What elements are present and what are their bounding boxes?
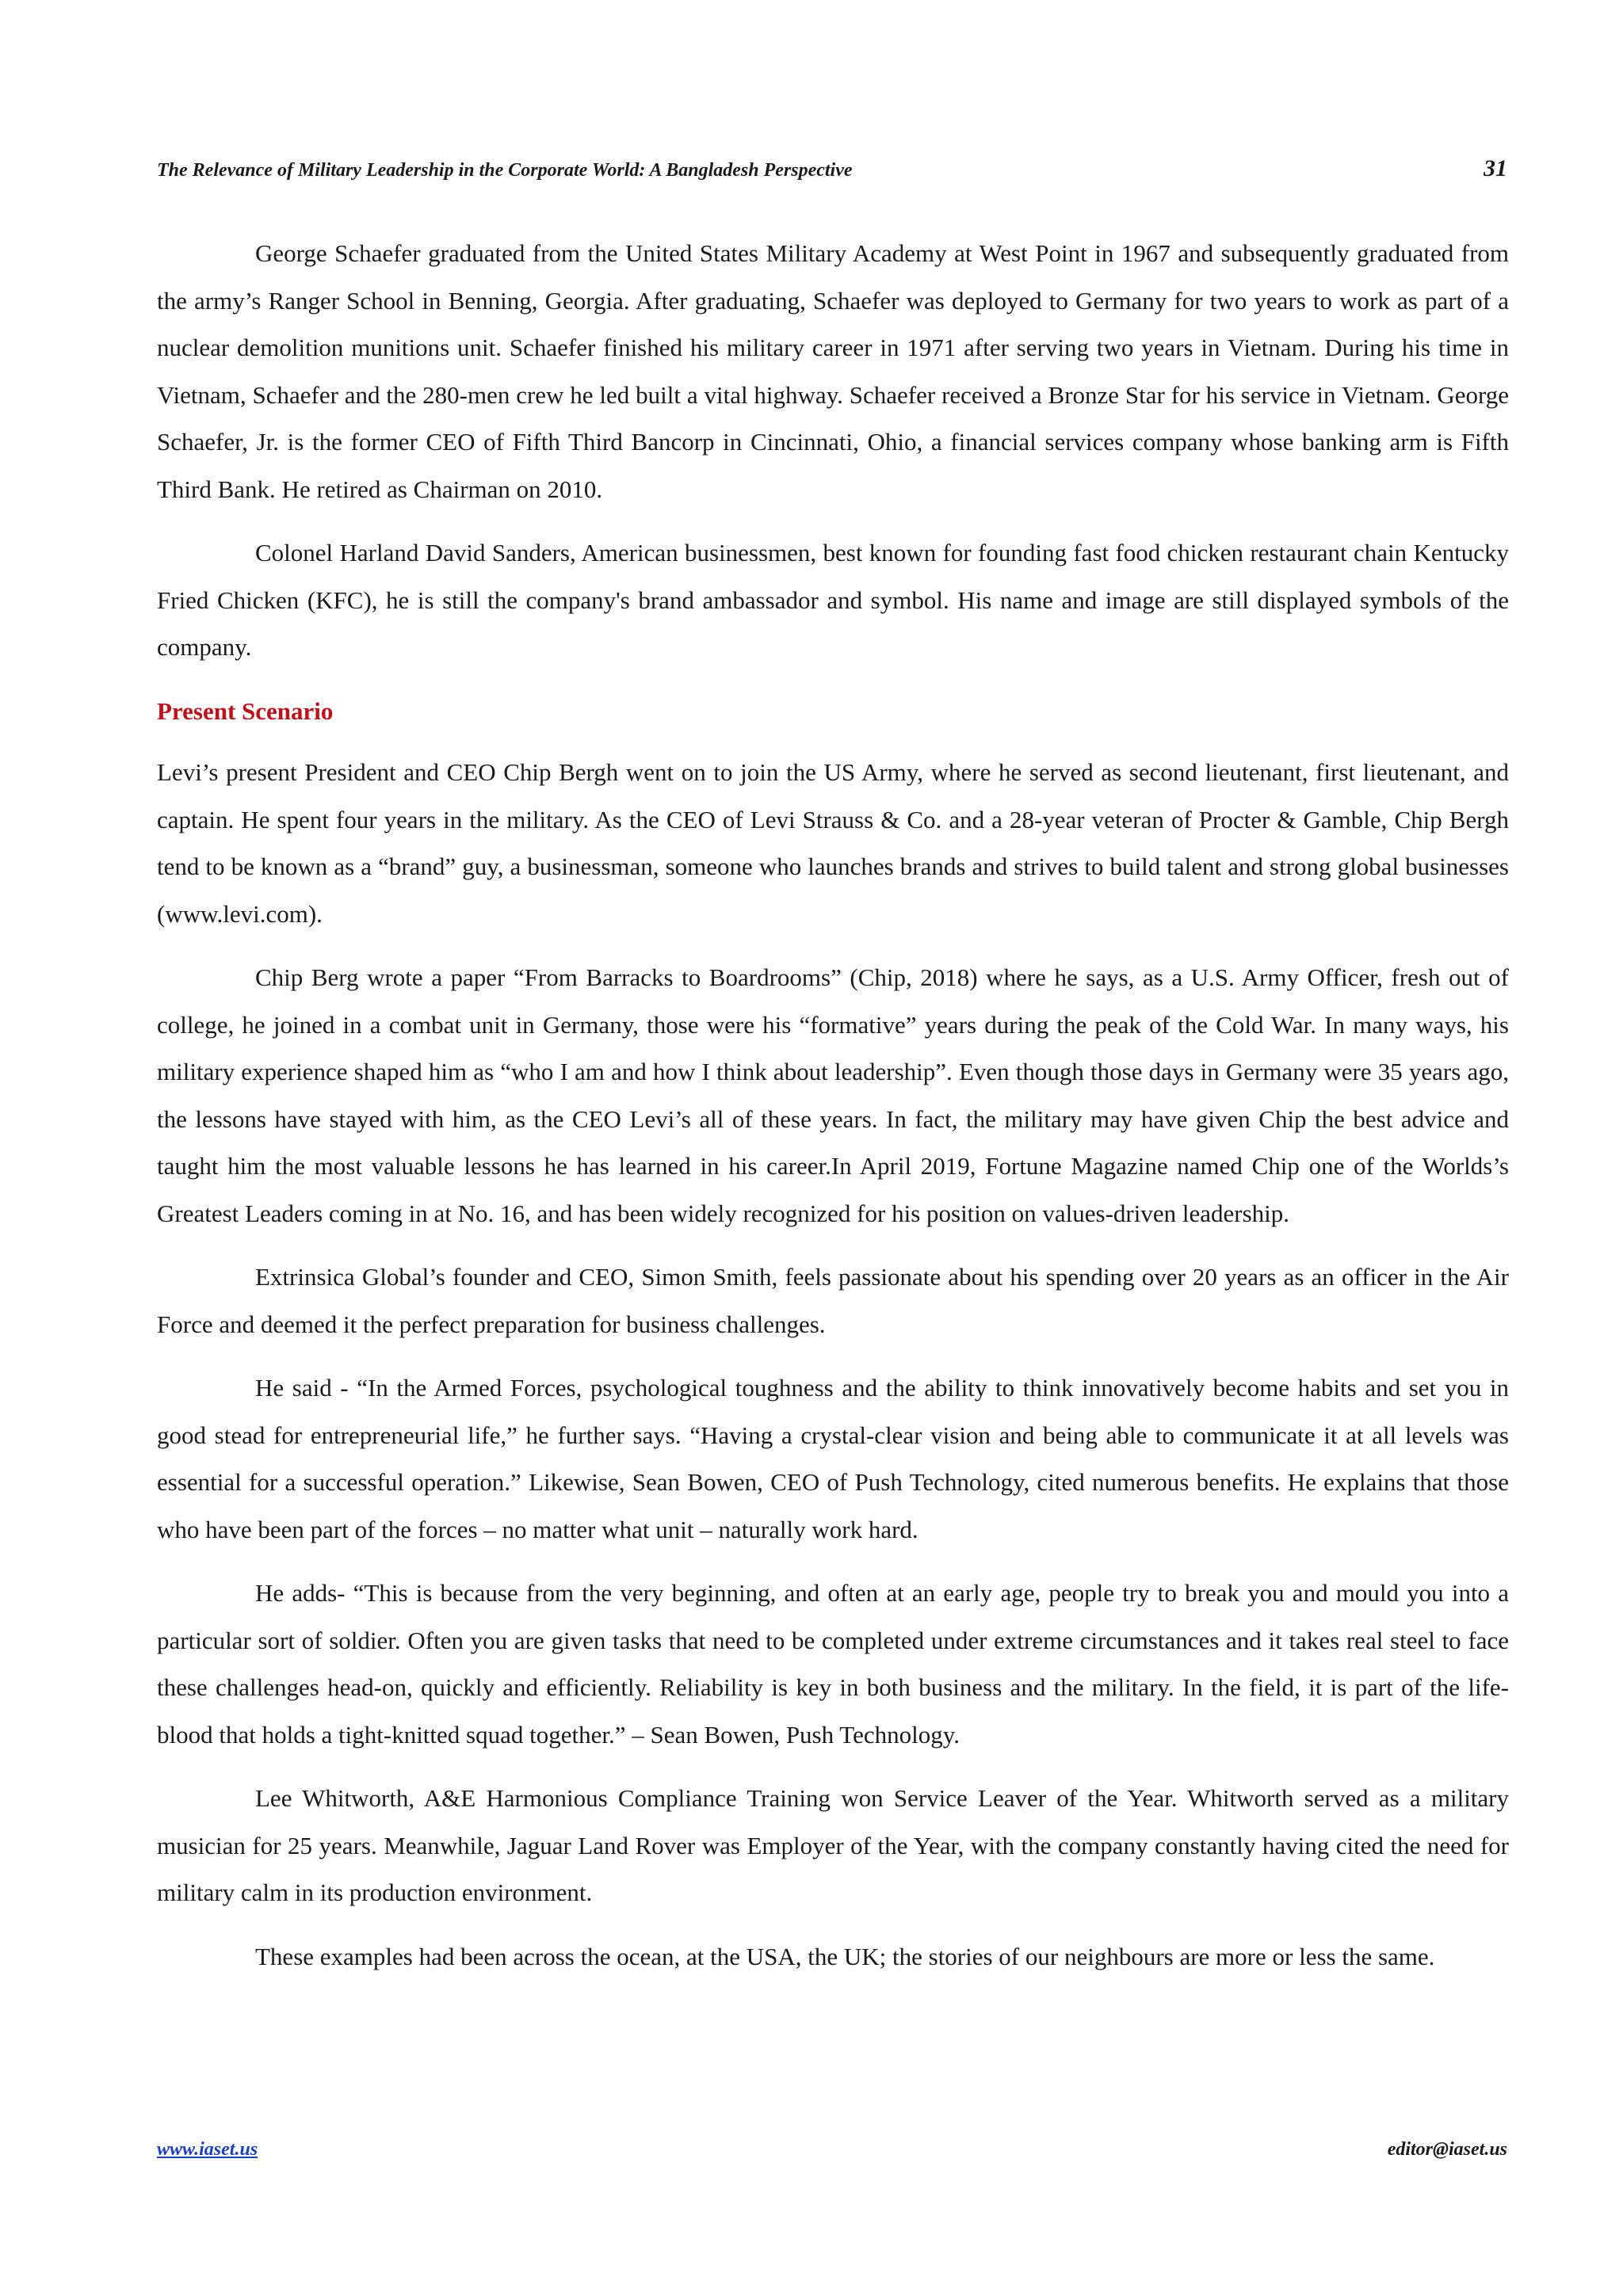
paragraph-bergh: Levi’s present President and CEO Chip Bergh went on to join the US Army, where he served as second lieutenant, first lieutenant, and captain. He spent four years in the military. As the CEO of Levi Strauss & Co. and a 28-year veteran of Procter & Gamble, Chip Bergh tend to be known as a “brand” guy, a businessman, someone who launches brands and strives to build talent and strong global businesses (www.levi.com).: [157, 758, 1509, 928]
paragraph-schaefer: George Schaefer graduated from the United States Military Academy at West Point in 1967 and subsequently graduated from the army’s Ranger School in Benning, Georgia. After graduating, Schaefer was deployed to Germany for two years to work as part of a nuclear demolition munitions unit. Schaefer finished his military career in 1971 after serving two years in Vietnam. During his time in Vietnam, Schaefer and the 280-men crew he led built a vital highway. Schaefer received a Bronze Star for his service in Vietnam. George Schaefer, Jr. is the former CEO of Fifth Third Bancorp in Cincinnati, Ohio, a financial services company whose banking arm is Fifth Third Bank. He retired as Chairman on 2010.: [157, 239, 1509, 503]
paragraph-extrinsica: Extrinsica Global’s founder and CEO, Simon Smith, feels passionate about his spending over 20 years as an officer in the Air Force and deemed it the perfect preparation for business challenges.: [157, 1263, 1509, 1338]
page-number: 31: [1484, 155, 1507, 181]
section-heading-present-scenario: Present Scenario: [157, 696, 334, 725]
paragraph-bowen-quote: He adds- “This is because from the very beginning, and often at an early age, people try to break you and mould you into a particular sort of soldier. Often you are given tasks that need to be completed under extreme circumstances and it takes real steel to face these challenges head-on, quickly and efficiently. Reliability is key in both business and the military. In the field, it is part of the life-blood that holds a tight-knitted squad together.” – Sean Bowen, Push Technology.: [157, 1579, 1509, 1749]
paragraph-whitworth: Lee Whitworth, A&E Harmonious Compliance Training won Service Leaver of the Year. Whitworth served as a military musician for 25 years. Meanwhile, Jaguar Land Rover was Employer of the Year, with the company constantly having cited the need for military calm in its production environment.: [157, 1784, 1509, 1906]
paragraph-armed-forces-quote: He said - “In the Armed Forces, psychological toughness and the ability to think innovatively become habits and set you in good stead for entrepreneurial life,” he further says. “Having a crystal-clear vision and being able to communicate it at all levels was essential for a successful operation.” Likewise, Sean Bowen, CEO of Push Technology, cited numerous benefits. He explains that those who have been part of the forces – no matter what unit – naturally work hard.: [157, 1374, 1509, 1543]
paragraph-examples: These examples had been across the ocean, at the USA, the UK; the stories of our neighbours are more or less the same.: [255, 1942, 1435, 1970]
running-title: The Relevance of Military Leadership in the Corporate World: A Bangladesh Perspective: [157, 160, 853, 181]
article-body: [157, 230, 1509, 1997]
website-link[interactable]: www.iaset.us: [157, 2139, 258, 2160]
paragraph-barracks: Chip Berg wrote a paper “From Barracks to Boardrooms” (Chip, 2018) where he says, as a U.S. Army Officer, fresh out of college, he joined in a combat unit in Germany, those were his “formative” years during the peak of the Cold War. In many ways, his military experience shaped him as “who I am and how I think about leadership”. Even though those days in Germany were 35 years ago, the lessons have stayed with him, as the CEO Levi’s all of these years. In fact, the military may have given Chip the best advice and taught him the most valuable lessons he has learned in his career.In April 2019, Fortune Magazine named Chip one of the Worlds’s Greatest Leaders coming in at No. 16, and has been widely recognized for his position on values-driven leadership.: [157, 963, 1509, 1227]
paragraph-sanders: Colonel Harland David Sanders, American businessmen, best known for founding fast food chicken restaurant chain Kentucky Fried Chicken (KFC), he is still the company's brand ambassador and symbol. His name and image are still displayed symbols of the company.: [157, 539, 1509, 661]
running-header: [157, 155, 1507, 182]
contact-email: editor@iaset.us: [1387, 2139, 1507, 2160]
page-footer: [157, 2139, 1507, 2161]
